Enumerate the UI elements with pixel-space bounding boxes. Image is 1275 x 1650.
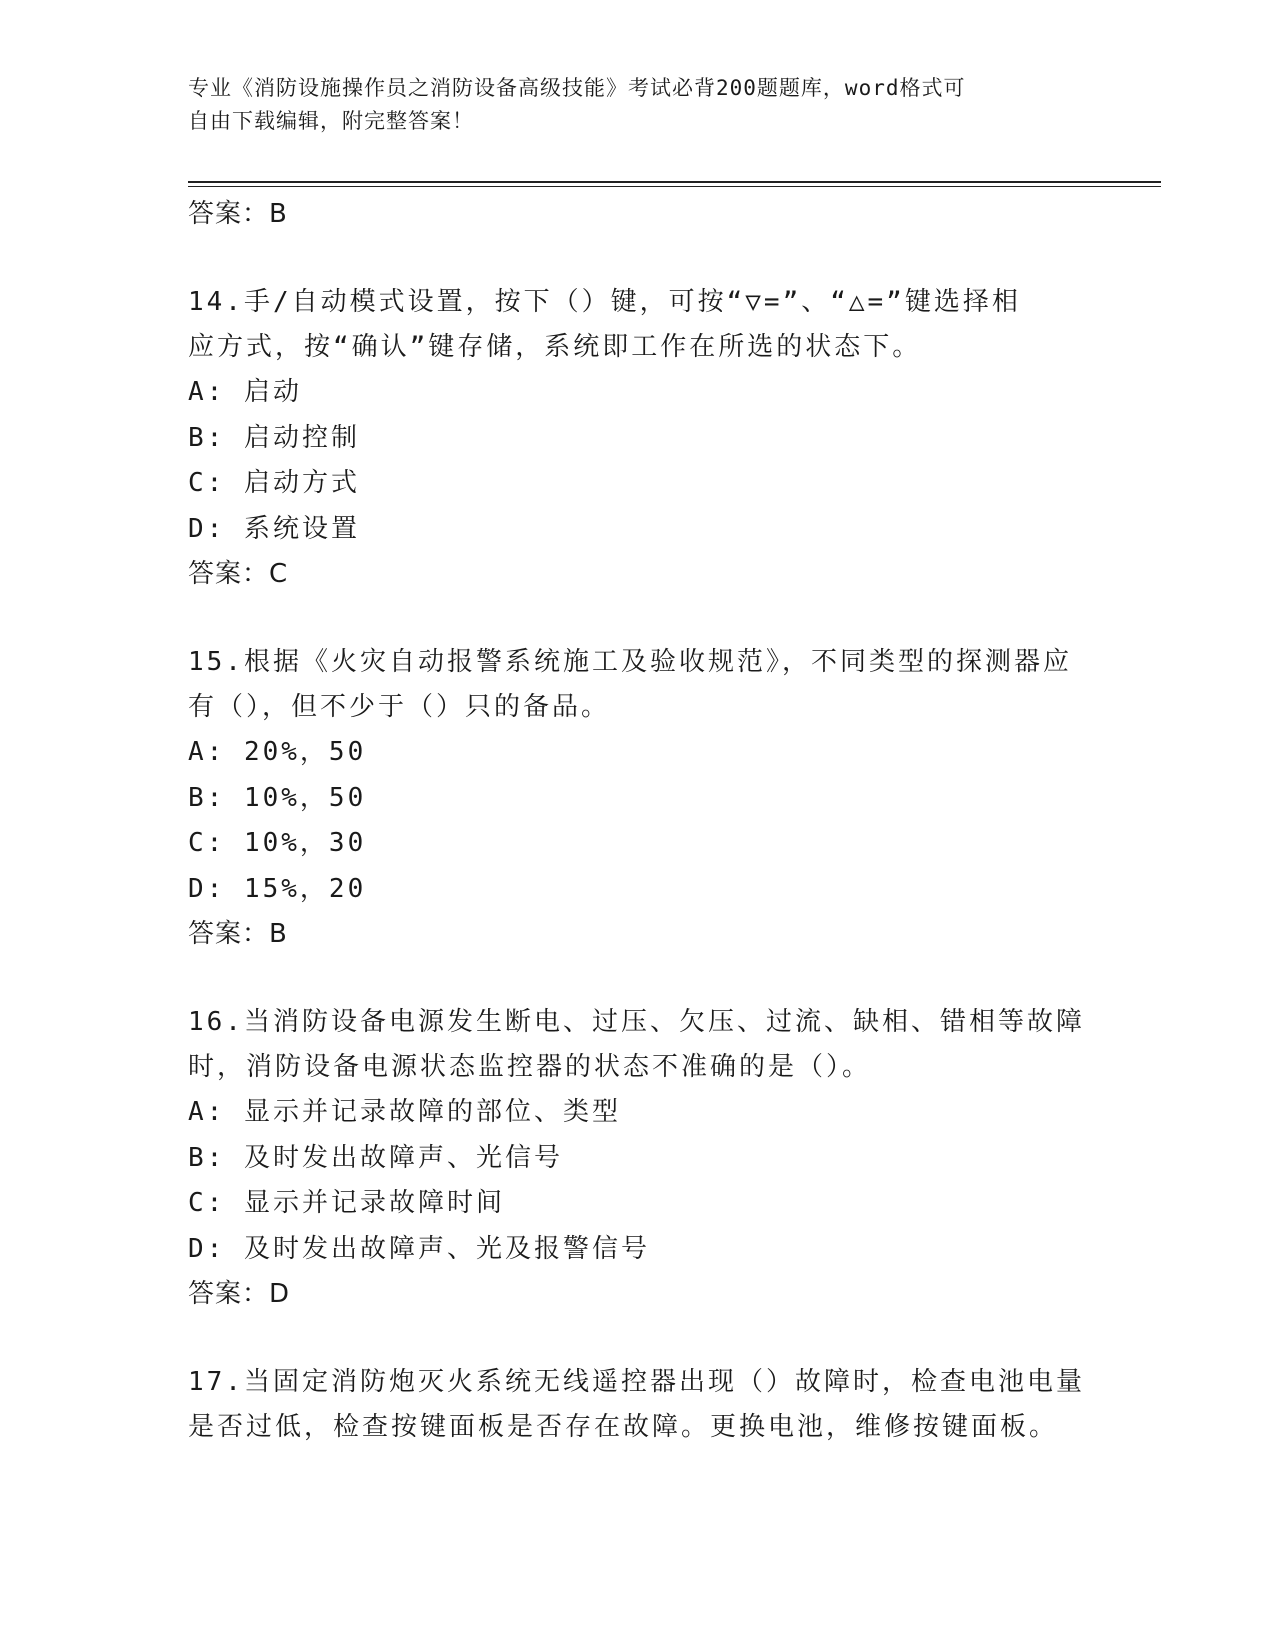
question-text-line-2: 应方式，按“确认”键存储，系统即工作在所选的状态下。 [188,332,922,362]
question-text-line-1: 17.当固定消防炮灭火系统无线遥控器出现（）故障时，检查电池电量 [188,1367,1085,1397]
question-text [188,280,1088,370]
option-d: D: 系统设置 [188,513,360,544]
answer-line: 答案：B [188,919,288,949]
option-d: D: 及时发出故障声、光及报警信号 [188,1233,650,1264]
option-a: A: 显示并记录故障的部位、类型 [188,1097,621,1127]
option-b: B: 启动控制 [188,422,360,453]
question-14 [188,280,1088,596]
answer-line: 答案：B [188,199,288,229]
header-line-1: 专业《消防设施操作员之消防设备高级技能》考试必背200题题库，word格式可 [188,76,966,100]
header-rule-thin [188,186,1161,187]
header-line-2: 自由下载编辑，附完整答案！ [188,109,474,133]
option-d: D: 15%，20 [188,873,367,904]
option-c: C: 显示并记录故障时间 [188,1188,505,1218]
question-text-line-1: 16.当消防设备电源发生断电、过压、欠压、过流、缺相、错相等故障 [188,1007,1085,1037]
option-c: C: 启动方式 [188,468,360,498]
option-b: B: 10%，50 [188,782,367,813]
option-a: A: 20%，50 [188,737,367,767]
question-16 [188,1000,1088,1316]
question-text-line-2: 有（），但不少于（）只的备品。 [188,692,611,722]
question-list [188,192,1088,1450]
header-rule-thick [188,181,1161,183]
option-a: A: 启动 [188,377,302,407]
question-15 [188,640,1088,956]
question-text-line-1: 14.手/自动模式设置，按下（）键，可按“▽=”、“△=”键选择相 [188,287,1021,317]
answer-line: 答案：D [188,1279,291,1309]
question-17 [188,1360,1088,1450]
question-text [188,1360,1088,1450]
option-b: B: 及时发出故障声、光信号 [188,1142,563,1173]
question-text-line-2: 是否过低，检查按键面板是否存在故障。更换电池，维修按键面板。 [188,1412,1059,1442]
question-text-line-2: 时，消防设备电源状态监控器的状态不准确的是（）。 [188,1052,872,1082]
question-text [188,640,1088,730]
question-text-line-1: 15.根据《火灾自动报警系统施工及验收规范》，不同类型的探测器应 [188,647,1072,677]
document-header [188,72,1088,138]
option-c: C: 10%，30 [188,828,367,858]
answer-line: 答案：C [188,559,289,589]
question-text [188,1000,1088,1090]
